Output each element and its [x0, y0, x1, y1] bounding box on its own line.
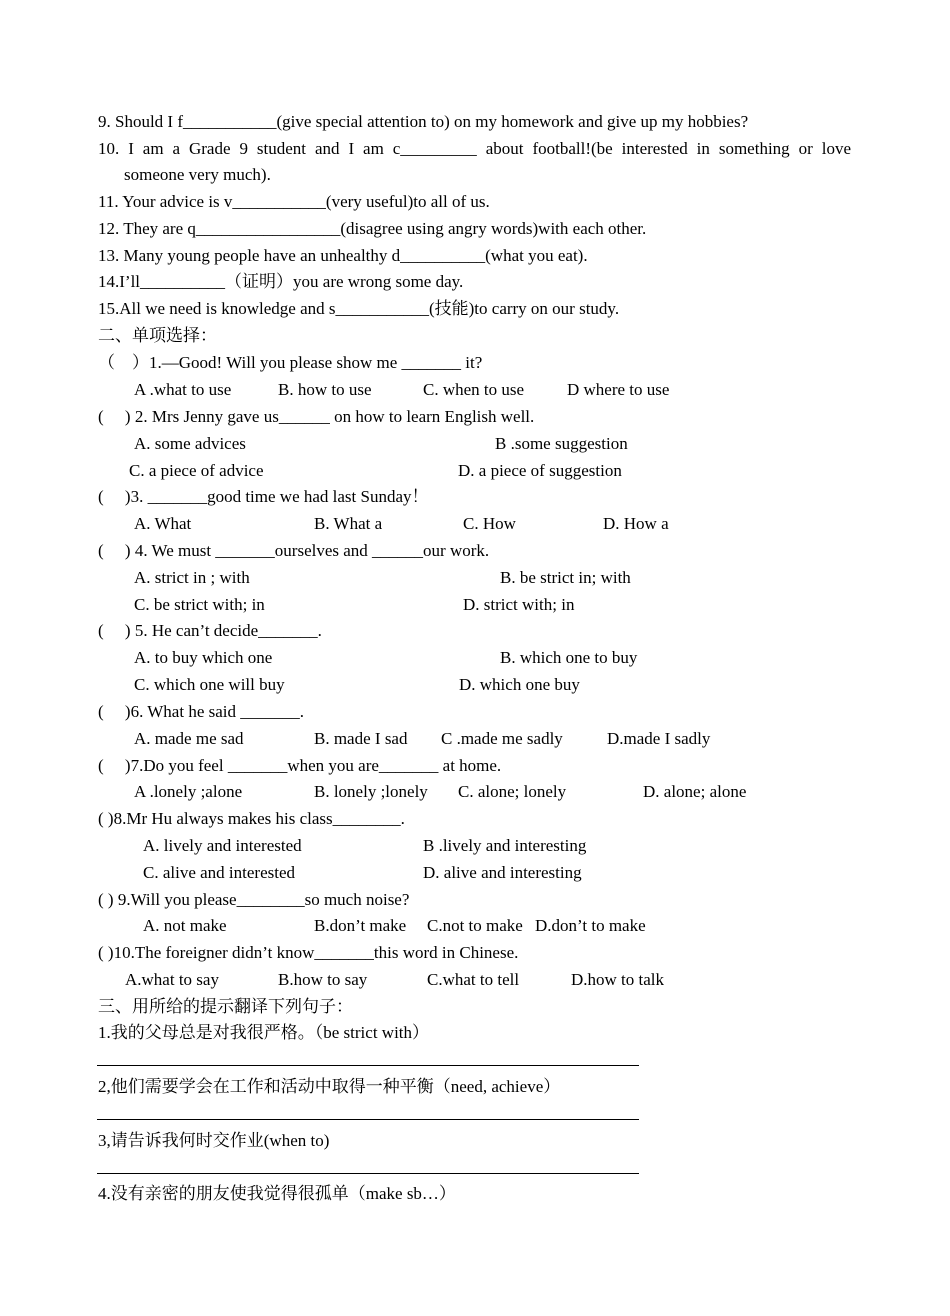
mc-q9-option-b: B.don’t make: [314, 916, 407, 935]
fill-item-10-line2: someone very much).: [124, 165, 271, 184]
mc-q1-option-a: A .what to use: [134, 380, 232, 399]
mc-q6-option-c: C .made me sadly: [441, 729, 563, 748]
mc-q10-option-a: A.what to say: [125, 970, 219, 989]
mc-q7-option-d: D. alone; alone: [643, 782, 747, 801]
fill-item-15: 15.All we need is knowledge and s___________(技能)to carry on our study.: [98, 299, 620, 318]
mc-q10-option-d: D.how to talk: [571, 970, 665, 989]
mc-q4-option-d: D. strict with; in: [463, 595, 575, 614]
mc-q6-option-d: D.made I sadly: [607, 729, 711, 748]
mc-q4-option-b: B. be strict in; with: [500, 568, 631, 587]
mc-q7-option-c: C. alone; lonely: [458, 782, 567, 801]
mc-question-8: ( )8.Mr Hu always makes his class________.: [98, 809, 405, 828]
mc-q8-option-a: A. lively and interested: [143, 836, 302, 855]
fill-item-14: 14.I’ll__________（证明）you are wrong some day.: [98, 272, 464, 291]
mc-q7-option-b: B. lonely ;lonely: [314, 782, 428, 801]
mc-q5-option-d: D. which one buy: [459, 675, 580, 694]
translation-prompt-1: 1.我的父母总是对我很严格。（be strict with）: [98, 1023, 430, 1042]
mc-q2-option-c: C. a piece of advice: [129, 461, 264, 480]
fill-item-13: 13. Many young people have an unhealthy d__________(what you eat).: [98, 246, 588, 265]
mc-q3-option-d: D. How a: [603, 514, 669, 533]
mc-q1-option-c: C. when to use: [423, 380, 525, 399]
mc-q4-option-a: A. strict in ; with: [134, 568, 250, 587]
mc-q9-option-d: D.don’t to make: [535, 916, 646, 935]
mc-question-1: （ ）1.—Good! Will you please show me _______ it?: [98, 353, 483, 372]
translation-prompt-2: 2,他们需要学会在工作和活动中取得一种平衡（need, achieve）: [98, 1077, 561, 1096]
mc-question-2: ( ) 2. Mrs Jenny gave us______ on how to learn English well.: [98, 407, 535, 426]
mc-q10-option-b: B.how to say: [278, 970, 368, 989]
mc-q8-option-d: D. alive and interesting: [423, 863, 582, 882]
mc-q5-option-c: C. which one will buy: [134, 675, 285, 694]
mc-q5-option-b: B. which one to buy: [500, 648, 638, 667]
mc-q8-option-b: B .lively and interesting: [423, 836, 587, 855]
mc-q3-option-c: C. How: [463, 514, 516, 533]
mc-question-6: ( )6. What he said _______.: [98, 702, 305, 721]
mc-q1-option-b: B. how to use: [278, 380, 372, 399]
mc-q3-option-b: B. What a: [314, 514, 383, 533]
mc-question-9: ( ) 9.Will you please________so much noise?: [98, 890, 410, 909]
mc-q1-option-d: D where to use: [567, 380, 670, 399]
section-heading-translation: 三、用所给的提示翻译下列句子：: [98, 997, 353, 1016]
fill-item-10-line1: 10. I am a Grade 9 student and I am c_________ about football!(be interested in something or love: [98, 139, 851, 158]
mc-q3-option-a: A. What: [134, 514, 192, 533]
mc-q2-option-b: B .some suggestion: [495, 434, 628, 453]
translation-prompt-4: 4.没有亲密的朋友使我觉得很孤单（make sb…）: [98, 1184, 456, 1203]
fill-item-9: 9. Should I f___________(give special attention to) on my homework and give up my hobbies?: [98, 112, 749, 131]
mc-q7-option-a: A .lonely ;alone: [134, 782, 243, 801]
mc-q6-option-b: B. made I sad: [314, 729, 408, 748]
mc-q6-option-a: A. made me sad: [134, 729, 244, 748]
section-heading-multiple-choice: 二、单项选择：: [98, 326, 217, 345]
mc-question-3: ( )3. _______good time we had last Sunday！: [98, 487, 429, 506]
mc-q10-option-c: C.what to tell: [427, 970, 520, 989]
mc-q8-option-c: C. alive and interested: [143, 863, 296, 882]
answer-line-1: [97, 1065, 639, 1066]
mc-q2-option-d: D. a piece of suggestion: [458, 461, 622, 480]
fill-item-11: 11. Your advice is v___________(very useful)to all of us.: [98, 192, 490, 211]
mc-question-5: ( ) 5. He can’t decide_______.: [98, 621, 322, 640]
mc-q9-option-c: C.not to make: [427, 916, 523, 935]
mc-question-10: ( )10.The foreigner didn’t know_______this word in Chinese.: [98, 943, 519, 962]
mc-q5-option-a: A. to buy which one: [134, 648, 273, 667]
mc-question-7: ( )7.Do you feel _______when you are_______ at home.: [98, 756, 502, 775]
mc-q4-option-c: C. be strict with; in: [134, 595, 265, 614]
answer-line-2: [97, 1119, 639, 1120]
mc-question-4: ( ) 4. We must _______ourselves and ______our work.: [98, 541, 490, 560]
answer-line-3: [97, 1173, 639, 1174]
mc-q2-option-a: A. some advices: [134, 434, 246, 453]
mc-q9-option-a: A. not make: [143, 916, 227, 935]
translation-prompt-3: 3,请告诉我何时交作业(when to): [98, 1131, 330, 1150]
fill-item-12: 12. They are q_________________(disagree using angry words)with each other.: [98, 219, 647, 238]
